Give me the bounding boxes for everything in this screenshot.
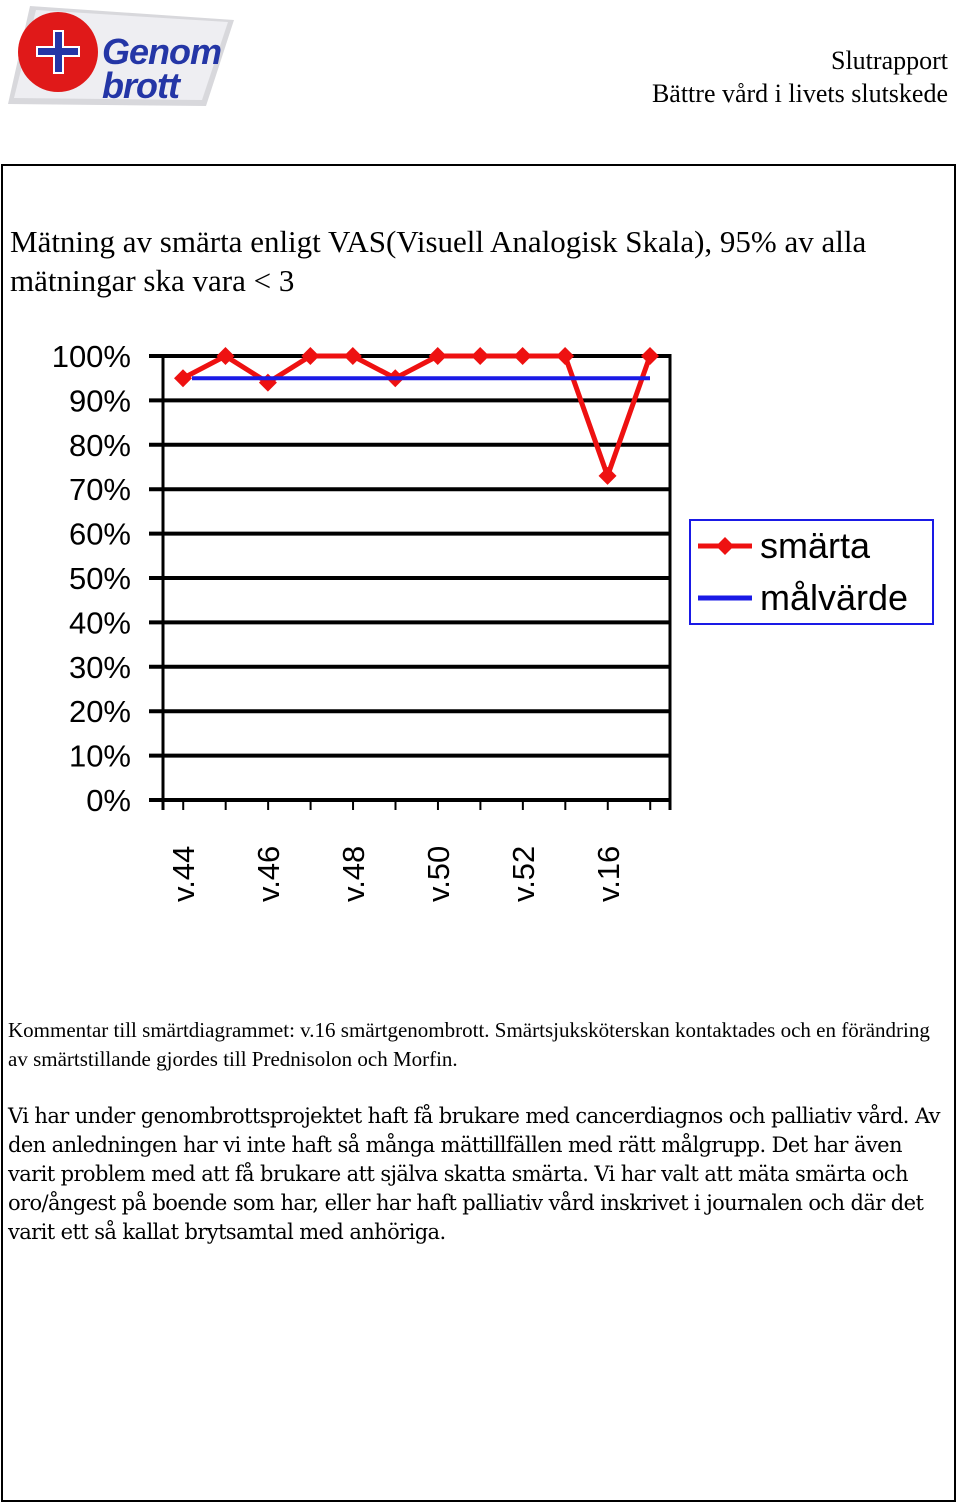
data-point bbox=[514, 347, 532, 365]
data-point bbox=[641, 347, 659, 365]
x-tick-label: v.48 bbox=[336, 845, 371, 902]
y-tick-label: 100% bbox=[51, 339, 131, 374]
y-tick-label: 30% bbox=[68, 649, 131, 685]
pain-chart bbox=[0, 330, 960, 930]
x-tick-label: v.52 bbox=[506, 845, 541, 902]
y-tick-label: 50% bbox=[68, 561, 131, 596]
data-point bbox=[429, 347, 447, 365]
body-paragraph: Vi har under genombrottsprojektet haft få brukare med cancerdiagnos och palliativ vård. Av den anledningen har vi inte haft så många mättillfällen med rätt målgrupp. Det har även varit problem med att få brukare att själva skatta smärta. Vi har valt att mäta smärta och oro/ångest på boende som har, eller har haft palliativ vård inskrivet i journalen och där det varit ett så kallat brytsamtal med anhöriga. bbox=[8, 1104, 940, 1244]
report-header bbox=[652, 44, 948, 110]
legend-entry: smärta bbox=[760, 525, 871, 566]
x-tick-label: v.16 bbox=[591, 845, 626, 902]
y-tick-label: 0% bbox=[86, 783, 131, 818]
x-tick-label: v.44 bbox=[166, 845, 201, 902]
y-tick-label: 10% bbox=[68, 738, 131, 774]
chart-heading: Mätning av smärta enligt VAS(Visuell Analogisk Skala), 95% av alla mätningar ska vara < 3 bbox=[10, 224, 867, 298]
data-point bbox=[344, 347, 362, 365]
header-line-2: Bättre vård i livets slutskede bbox=[651, 79, 948, 108]
y-tick-label: 20% bbox=[68, 694, 131, 730]
logo-word-brott: brott bbox=[102, 65, 179, 106]
genombrott-logo bbox=[6, 6, 236, 108]
y-tick-label: 60% bbox=[68, 516, 131, 552]
data-point bbox=[471, 347, 489, 365]
series-line-pain bbox=[183, 356, 650, 476]
data-point bbox=[556, 347, 574, 365]
y-tick-label: 70% bbox=[68, 472, 131, 508]
header-line-1: Slutrapport bbox=[831, 46, 948, 75]
data-point bbox=[599, 467, 617, 485]
y-tick-label: 80% bbox=[68, 427, 131, 463]
chart-comment: Kommentar till smärtdiagrammet: v.16 smärtgenombrott. Smärtsjuksköterskan kontaktades och en förändring av smärtstillande gjordes till Prednisolon och Morfin. bbox=[8, 1018, 930, 1071]
y-tick-label: 90% bbox=[68, 383, 131, 419]
y-tick-label: 40% bbox=[68, 605, 131, 641]
legend-entry: målvärde bbox=[760, 577, 909, 618]
x-tick-label: v.50 bbox=[421, 845, 456, 902]
logo-word-genom: Genom bbox=[102, 31, 222, 72]
data-point bbox=[174, 369, 192, 387]
x-tick-label: v.46 bbox=[251, 845, 286, 902]
